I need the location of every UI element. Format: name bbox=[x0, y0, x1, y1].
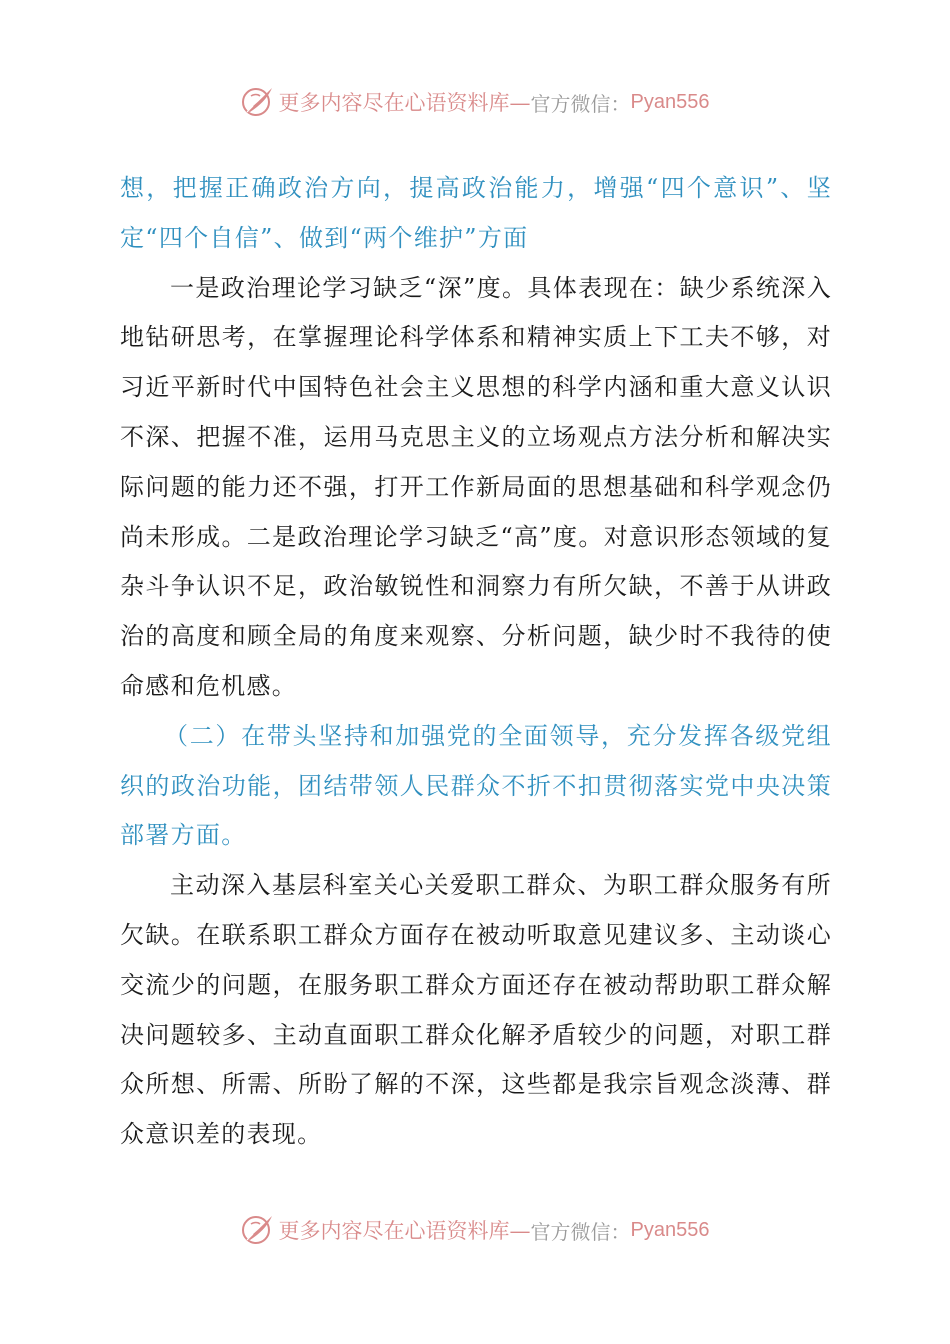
section-heading-continued: 想，把握正确政治方向，提高政治能力，增强“四个意识”、坚定“四个自信”、做到“两个维护”方面 bbox=[120, 174, 832, 252]
header-wechat-id: Pyan556 bbox=[630, 90, 710, 113]
footer-wechat-label: 官方微信： bbox=[530, 1219, 631, 1244]
header-banner-text: 更多内容尽在心语资料库— bbox=[278, 91, 531, 115]
footer-banner-text: 更多内容尽在心语资料库— bbox=[278, 1219, 531, 1243]
body-paragraph-theory-study: 一是政治理论学习缺乏“深”度。具体表现在：缺少系统深入地钻研思考，在掌握理论科学体系和精神实质上下工夫不够，对习近平新时代中国特色社会主义思想的科学内涵和重大意义认识不深、把握不准，运用马克思主义的立场观点方法分析和解决实际问题的能力还不强，打开工作新局面的思想基础和科学观念仍尚未形成。二是政治理论学习缺乏“高”度。对意识形态领域的复杂斗争认识不足，政治敏锐性和洞察力有所欠缺，不善于从讲政治的高度和顾全局的角度来观察、分析问题，缺少时不我待的使命感和危机感。 bbox=[120, 273, 832, 700]
document-body bbox=[120, 164, 832, 1160]
header-banner bbox=[0, 82, 950, 122]
feather-pen-logo-icon bbox=[241, 1213, 275, 1247]
header-wechat-label: 官方微信： bbox=[530, 91, 631, 116]
feather-pen-logo-icon bbox=[241, 85, 275, 119]
footer-wechat-id: Pyan556 bbox=[630, 1218, 710, 1241]
body-paragraph-serving-staff: 主动深入基层科室关心关爱职工群众、为职工群众服务有所欠缺。在联系职工群众方面存在被动听取意见建议多、主动谈心交流少的问题，在服务职工群众方面还存在被动帮助职工群众解决问题较多、主动直面职工群众化解矛盾较少的问题，对职工群众所想、所需、所盼了解的不深，这些都是我宗旨观念淡薄、群众意识差的表现。 bbox=[120, 871, 832, 1149]
section-heading-2: （二）在带头坚持和加强党的全面领导，充分发挥各级党组织的政治功能，团结带领人民群众不折不扣贯彻落实党中央决策部署方面。 bbox=[120, 721, 832, 850]
footer-banner bbox=[0, 1210, 950, 1250]
